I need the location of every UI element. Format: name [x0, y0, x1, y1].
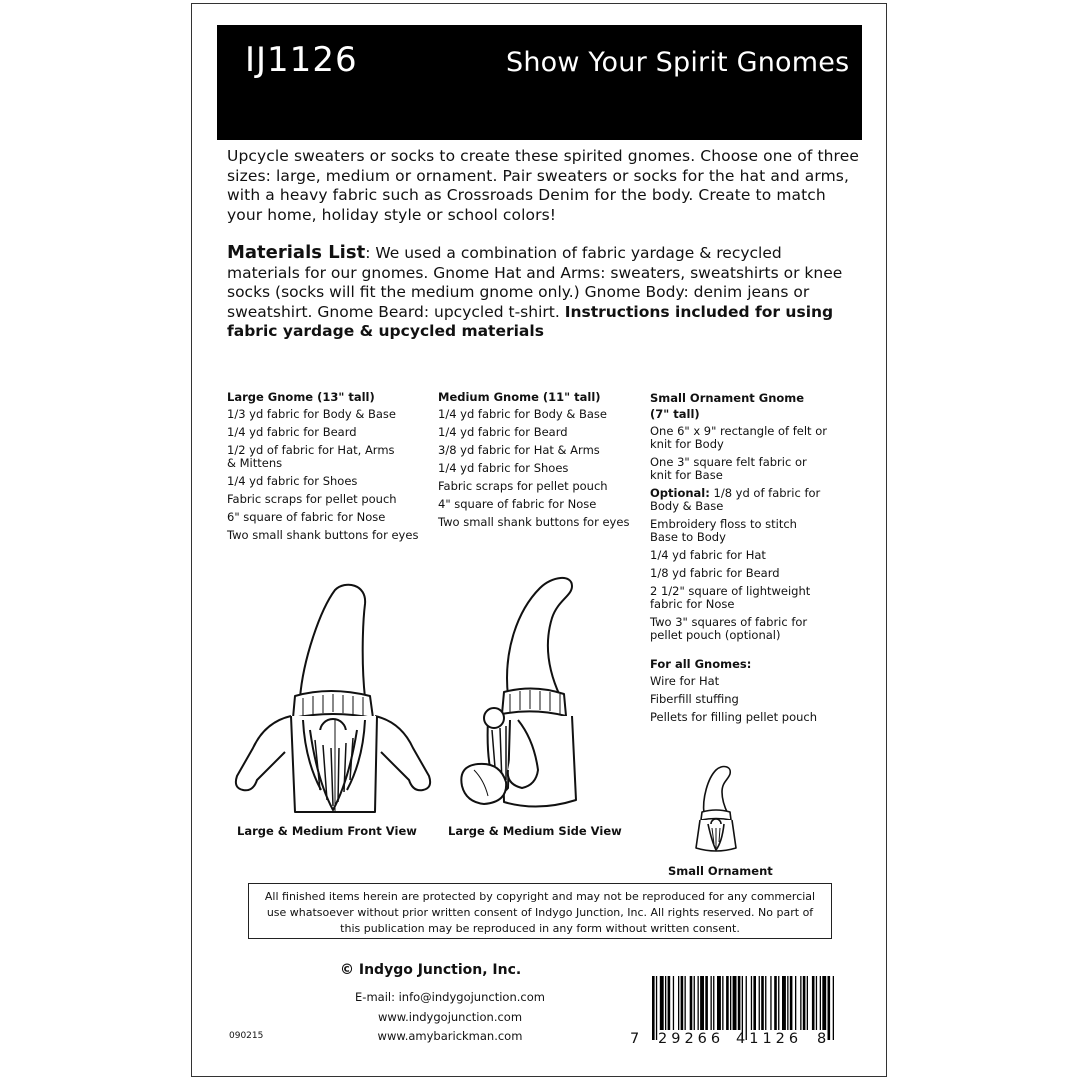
small-gnome-heading: Small Ornament Gnome (7" tall) — [650, 391, 805, 421]
materials-lead: Materials List — [227, 242, 366, 263]
barcode-bar — [668, 976, 671, 1030]
barcode-bar — [803, 976, 806, 1030]
contact-website-2: www.amybarickman.com — [377, 1029, 523, 1043]
barcode-bar — [660, 976, 664, 1030]
list-item: 3/8 yd fabric for Hat & Arms — [438, 443, 600, 457]
barcode-bar — [733, 976, 737, 1030]
barcode-bar — [800, 976, 801, 1030]
list-item: Fabric scraps for pellet pouch — [227, 492, 397, 506]
barcode-bar — [685, 976, 686, 1030]
barcode-bar — [726, 976, 729, 1030]
company-name: © Indygo Junction, Inc. — [340, 962, 522, 978]
barcode-bar — [700, 976, 704, 1030]
barcode-bar — [774, 976, 777, 1030]
barcode-bar — [820, 976, 821, 1030]
list-item: 1/4 yd fabric for Hat — [650, 548, 766, 562]
materials-text: : We used a combination of fabric yardage & recycled materials for our gnomes. Gnome Hat and Arms: sweaters, sweatshirts or knee socks (socks will fit the medium gnome only.) Gnome Body: denim jeans or sweatshirt. Gnome Beard: upcycled t-shirt. — [227, 244, 843, 321]
list-item: Fiberfill stuffing — [650, 692, 739, 706]
barcode-bar — [828, 976, 831, 1040]
barcode-bar — [652, 976, 655, 1040]
list-item: Pellets for filling pellet pouch — [650, 710, 818, 724]
barcode-bar — [778, 976, 779, 1030]
barcode-bar — [678, 976, 679, 1030]
barcode-bar — [690, 976, 693, 1030]
list-item: 1/4 yd fabric for Shoes — [438, 461, 569, 475]
barcode-bar — [833, 976, 834, 1040]
list-item: 2 1/2" square of lightweight fabric for Nose — [650, 584, 811, 611]
barcode-bar — [795, 976, 796, 1030]
barcode-bar — [759, 976, 760, 1030]
barcode-digits-left: 29266 — [658, 1031, 725, 1047]
list-item: 1/4 yd fabric for Beard — [227, 425, 357, 439]
materials-paragraph — [227, 243, 859, 342]
list-item: Wire for Hat — [650, 674, 720, 688]
barcode-digits-right: 41126 — [736, 1031, 803, 1047]
list-item: One 3" square felt fabric or knit for Base — [650, 455, 807, 482]
barcode-bar — [782, 976, 786, 1030]
barcode-bar — [722, 976, 723, 1030]
barcode-bar — [665, 976, 666, 1030]
list-item: 1/4 yd fabric for Body & Base — [438, 407, 608, 421]
optional-label: Optional: — [650, 486, 710, 500]
barcode-bar — [717, 976, 721, 1030]
barcode-bar — [705, 976, 708, 1030]
contact-email: E-mail: info@indygojunction.com — [355, 990, 545, 1004]
barcode-bar — [681, 976, 684, 1030]
intro-paragraph: Upcycle sweaters or socks to create these spirited gnomes. Choose one of three sizes: large, medium or ornament. Pair sweaters or socks for the hat and arms, with a heavy fabric such as Crossroads Denim for the body. Create to match your home, holiday style or school colors! — [227, 147, 859, 224]
list-item: Two 3" squares of fabric for pellet pouch (optional) — [650, 615, 808, 642]
barcode-bar — [673, 976, 674, 1030]
barcode-bar — [730, 976, 731, 1030]
contact-block — [300, 988, 600, 1047]
barcode-bar — [738, 976, 741, 1030]
pattern-code: IJ1126 — [245, 40, 358, 80]
contact-website: www.indygojunction.com — [377, 1009, 523, 1024]
gnome-front-view-illustration — [225, 580, 445, 820]
all-gnomes-heading: For all Gnomes: — [650, 657, 752, 671]
optional-item — [650, 487, 840, 513]
small-ornament-illustration — [686, 762, 750, 858]
barcode-bar — [812, 976, 815, 1030]
optional-text: 1/8 yd of fabric for Body & Base — [650, 486, 821, 513]
list-item: Embroidery floss to stitch Base to Body — [650, 517, 797, 544]
barcode-bar — [790, 976, 793, 1030]
list-item: 1/2 yd of fabric for Hat, Arms & Mittens — [227, 443, 395, 470]
list-item: Fabric scraps for pellet pouch — [438, 479, 608, 493]
barcode-bar — [765, 976, 766, 1030]
medium-gnome-list — [438, 389, 638, 534]
large-gnome-list — [227, 389, 427, 547]
small-gnome-list — [650, 390, 850, 729]
document-number: 090215 — [229, 1031, 264, 1041]
barcode-bar — [787, 976, 788, 1030]
barcode-bar — [711, 976, 712, 1030]
barcode-bar — [816, 976, 817, 1030]
barcode-bar — [698, 976, 699, 1030]
list-item: 1/3 yd fabric for Body & Base — [227, 407, 397, 421]
list-item: 4" square of fabric for Nose — [438, 497, 597, 511]
list-item: Two small shank buttons for eyes — [227, 528, 419, 542]
side-view-caption: Large & Medium Side View — [448, 824, 622, 838]
front-view-caption: Large & Medium Front View — [237, 824, 417, 838]
gnome-side-view-illustration — [448, 570, 618, 820]
barcode-bar — [694, 976, 695, 1030]
list-item: 1/4 yd fabric for Shoes — [227, 474, 358, 488]
barcode-bar — [751, 976, 752, 1030]
pattern-title: Show Your Spirit Gnomes — [506, 47, 850, 78]
list-item: One 6" x 9" rectangle of felt or knit for Body — [650, 424, 827, 451]
copyright-notice: All finished items herein are protected by copyright and may not be reproduced for any commercial use whatsoever without prior written consent of Indygo Junction, Inc. All rights reserved. No part of this publication may be reproduced in any form without written consent. — [248, 883, 832, 939]
barcode-bar — [761, 976, 764, 1030]
barcode-bar — [807, 976, 808, 1030]
barcode-digit-check: 8 — [817, 1031, 827, 1047]
large-gnome-heading: Large Gnome (13" tall) — [227, 390, 375, 404]
list-item: 1/8 yd fabric for Beard — [650, 566, 780, 580]
barcode-bar — [770, 976, 771, 1030]
materials-bold-text: Instructions included for using fabric yardage & upcycled materials — [227, 302, 834, 340]
list-item: 6" square of fabric for Nose — [227, 510, 386, 524]
barcode-bar — [656, 976, 657, 1040]
medium-gnome-heading: Medium Gnome (11" tall) — [438, 390, 601, 404]
barcode-digit-prefix: 7 — [630, 1031, 640, 1047]
ornament-caption: Small Ornament — [668, 864, 773, 878]
barcode-bar — [753, 976, 756, 1030]
list-item: 1/4 yd fabric for Beard — [438, 425, 568, 439]
list-item: Two small shank buttons for eyes — [438, 515, 630, 529]
barcode-bar — [822, 976, 826, 1030]
barcode-bar — [713, 976, 714, 1030]
